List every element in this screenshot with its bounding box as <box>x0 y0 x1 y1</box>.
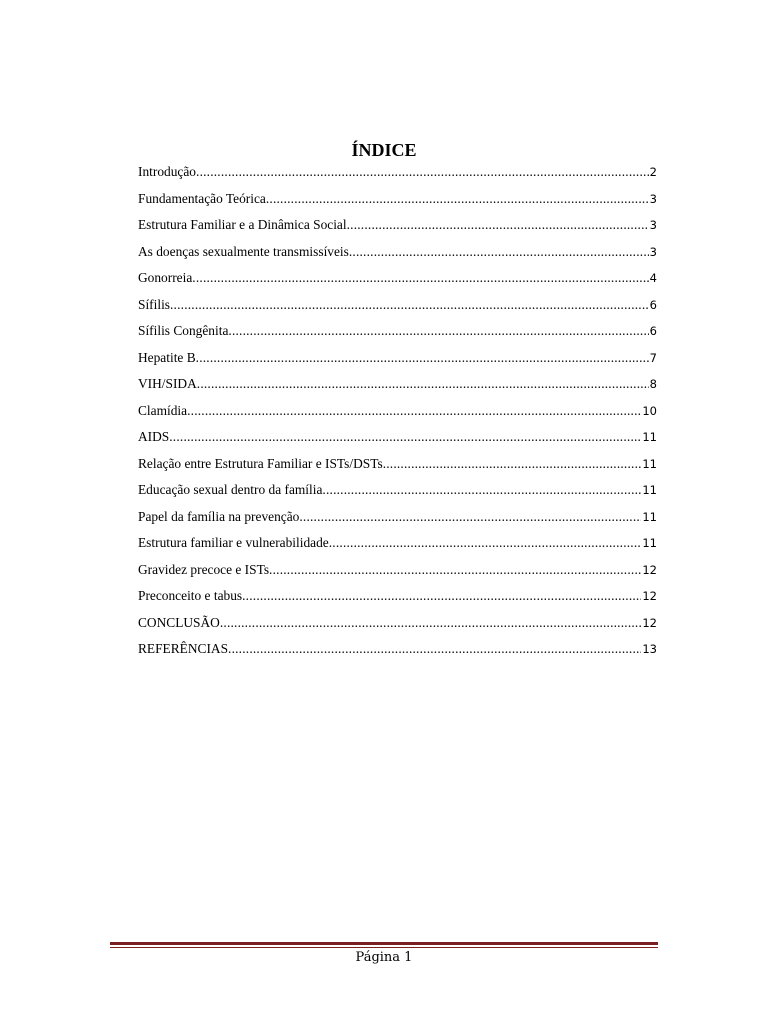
toc-dot-leader <box>322 477 641 504</box>
toc-entry[interactable] <box>138 636 657 663</box>
toc-entry-text: Hepatite B <box>138 349 196 365</box>
toc-entry[interactable] <box>138 318 657 345</box>
toc-entry-page: 11 <box>642 509 657 524</box>
toc-entry-page: 12 <box>642 562 657 577</box>
toc-dot-leader <box>347 212 649 239</box>
toc-entry[interactable] <box>138 477 657 504</box>
toc-dot-leader <box>269 557 641 584</box>
footer-divider-thin <box>110 947 658 948</box>
toc-title: ÍNDICE <box>351 140 417 160</box>
toc-entry-text: Fundamentação Teórica <box>138 190 266 206</box>
toc-dot-leader <box>220 610 642 637</box>
toc-entry-text: Educação sexual dentro da família <box>138 482 323 497</box>
toc-entry-text: CONCLUSÃO <box>138 614 220 630</box>
toc-entry-text: As doenças sexualmente transmissíveis <box>138 243 349 259</box>
toc-dot-leader <box>242 583 641 610</box>
toc-entry-text: Gravidez precoce e ISTs <box>138 561 270 577</box>
toc-dot-leader <box>196 345 649 372</box>
toc-entry[interactable] <box>138 186 657 213</box>
toc-entry-page: 3 <box>649 244 657 259</box>
toc-entry[interactable] <box>138 239 657 266</box>
toc-entry-page: 8 <box>649 377 657 391</box>
toc-entry[interactable] <box>138 265 657 292</box>
toc-dot-leader <box>196 159 649 186</box>
toc-entry-text: Papel da família na prevenção <box>138 508 300 524</box>
toc-entry-page: 6 <box>649 297 657 312</box>
toc-dot-leader <box>266 186 649 213</box>
toc-entry[interactable] <box>138 159 657 186</box>
toc-entry-text: VIH/SIDA <box>138 376 197 391</box>
toc-entry-page: 13 <box>642 642 657 656</box>
toc-entry[interactable] <box>138 504 657 531</box>
toc-entry-page: 4 <box>649 271 657 285</box>
toc-entry-text: Estrutura Familiar e a Dinâmica Social <box>138 217 347 232</box>
toc-entry-text: Clamídia <box>138 402 188 418</box>
toc-entry-page: 3 <box>649 218 657 232</box>
toc-entry[interactable] <box>138 557 657 584</box>
toc-entry[interactable] <box>138 610 657 637</box>
toc-entry-text: AIDS <box>138 429 170 444</box>
toc-entry-page: 11 <box>642 456 657 471</box>
toc-entry-page: 3 <box>649 191 657 206</box>
toc-dot-leader <box>383 451 642 478</box>
toc-entry[interactable] <box>138 398 657 425</box>
toc-entry-page: 6 <box>649 324 657 338</box>
toc-entry[interactable] <box>138 292 657 319</box>
toc-dot-leader <box>192 265 648 292</box>
toc-entry-text: Sífilis Congênita <box>138 323 229 338</box>
toc-entry-page: 7 <box>649 350 657 365</box>
toc-entry-text: Relação entre Estrutura Familiar e ISTs/DSTs <box>138 455 383 471</box>
page-number: Página 1 <box>355 950 413 965</box>
toc-entry-page: 10 <box>642 403 657 418</box>
toc-entry-page: 11 <box>642 536 657 550</box>
toc-entry-text: Gonorreia <box>138 270 193 285</box>
toc-entry-page: 12 <box>642 589 657 603</box>
toc-dot-leader <box>299 504 641 531</box>
toc-entry[interactable] <box>138 530 657 557</box>
toc-entry-page: 2 <box>649 165 657 179</box>
toc-entry-text: Estrutura familiar e vulnerabilidade <box>138 535 329 550</box>
toc-entry[interactable] <box>138 345 657 372</box>
toc-entry-page: 12 <box>642 615 657 630</box>
toc-entry[interactable] <box>138 424 657 451</box>
toc-dot-leader <box>197 371 649 398</box>
toc-dot-leader <box>228 318 648 345</box>
toc-dot-leader <box>169 424 641 451</box>
toc-entry-page: 11 <box>642 483 657 497</box>
toc-dot-leader <box>187 398 641 425</box>
toc-entry[interactable] <box>138 583 657 610</box>
toc-entry-text: REFERÊNCIAS <box>138 641 229 656</box>
toc-list <box>138 159 657 663</box>
toc-entry-page: 11 <box>642 430 657 444</box>
toc-entry[interactable] <box>138 371 657 398</box>
toc-dot-leader <box>329 530 642 557</box>
toc-entry-text: Preconceito e tabus <box>138 588 243 603</box>
toc-dot-leader <box>349 239 649 266</box>
toc-entry-text: Sífilis <box>138 296 170 312</box>
toc-dot-leader <box>170 292 649 319</box>
toc-dot-leader <box>228 636 641 663</box>
toc-entry[interactable] <box>138 212 657 239</box>
footer-divider-thick <box>110 942 658 945</box>
toc-entry-text: Introdução <box>138 164 197 179</box>
toc-entry[interactable] <box>138 451 657 478</box>
